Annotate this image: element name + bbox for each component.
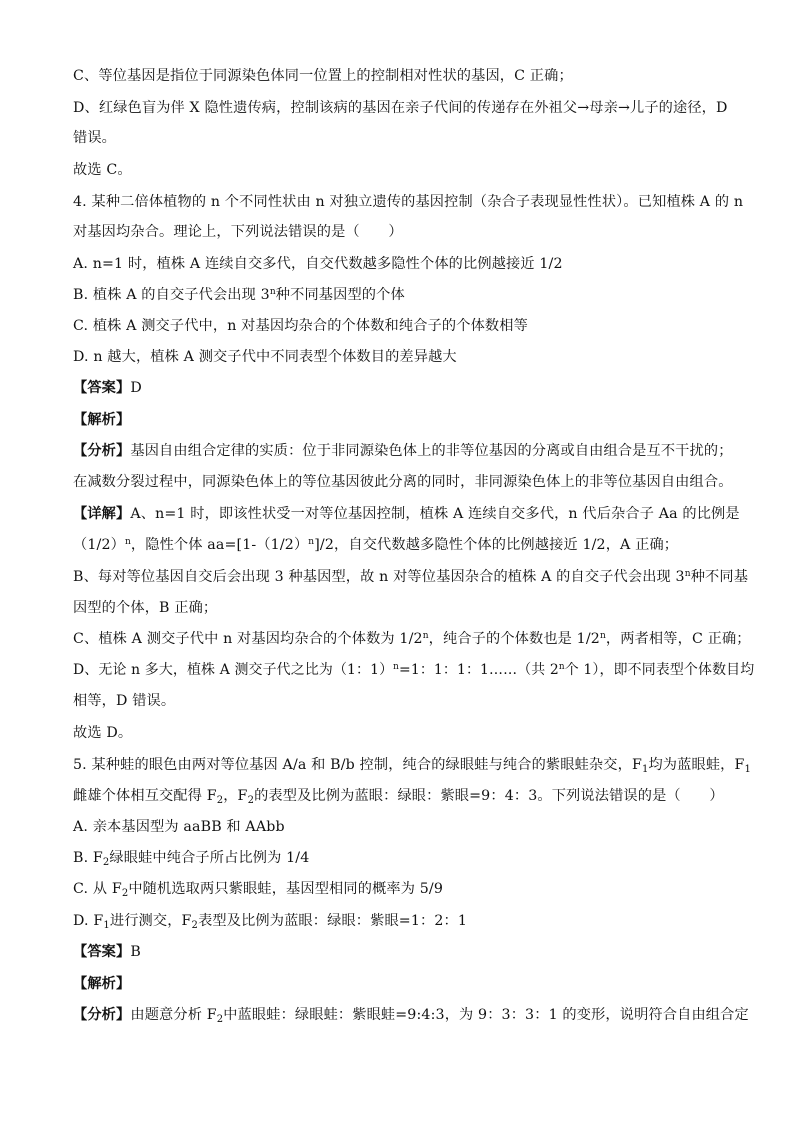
text: C. 从 F [73,881,122,897]
subscript: 2 [247,795,255,806]
text: D、红绿色盲为伴 X 隐性遗传病，控制该病的基因在亲子代间的传递存在外祖父→母亲→儿子的途径，D [73,100,728,116]
text: 在减数分裂过程中，同源染色体上的等位基因彼此分离的同时，非同源染色体上的非等位基因自由组合。 [73,474,733,490]
question-5-stem-cont [73,786,724,806]
text: （1/2） [73,537,125,553]
text: A. n=1 时，植株 A 连续自交多代，自交代数越多隐性个体的比例越接近 1/2 [73,256,563,272]
text-line [73,660,754,680]
answer-line [73,942,141,962]
text: 雌雄个体相互交配得 F [73,788,217,804]
subscript: 2 [121,888,129,899]
text: B、每对等位基因自交后会出现 3 种基因型，故 n 对等位基因杂合的植株 A 的自交子代会出现 3 [73,569,685,585]
text: 基因自由组合定律的实质：位于非同源染色体上的非等位基因的分离或自由组合是互不干扰的； [130,443,733,459]
option-a [73,254,563,274]
subscript: 2 [216,1014,224,1025]
subscript: 1 [641,764,649,775]
analysis-sub-tag: 【分析】 [73,1007,131,1023]
option-d [73,911,467,931]
text: ，两者相等，C 正确； [605,631,751,647]
question-5-stem [73,755,751,775]
subscript: 2 [191,920,199,931]
question-4-stem [73,192,743,212]
superscript: n [269,287,276,297]
text: B. F [73,850,103,866]
answer-value: B [130,944,141,960]
text: 均为蓝眼蛙，F [648,757,745,773]
subscript: 1 [744,764,752,775]
text-line [73,98,728,118]
superscript: n [558,662,565,672]
text: D、无论 n 多大，植株 A 测交子代之比为（1：1） [73,662,394,678]
text: =1：1：1：1……（共 2 [399,662,559,678]
option-b [73,848,309,868]
text-line [73,567,748,587]
text: 5. 某种蛙的眼色由两对等位基因 A/a 和 B/b 控制，纯合的绿眼蛙与纯合的紫眼蛙杂交，F [73,757,642,773]
superscript: n [393,662,400,672]
text: 中随机选取两只紫眼蛙，基因型相同的概率为 5/9 [128,881,444,897]
subscript: 2 [216,795,224,806]
question-4-stem-cont [73,222,403,242]
text-line [73,160,132,180]
superscript: n [124,537,131,547]
text: A、n=1 时，即该性状受一对等位基因控制，植株 A 连续自交多代，n 代后杂合子 Aa 的比例是 [130,506,740,522]
text: 个 1），即不同表型个体数目均 [564,662,755,678]
text-line [73,1005,749,1025]
text: C、等位基因是指位于同源染色体同一位置上的控制相对性状的基因，C 正确； [73,68,573,84]
superscript: n [684,569,691,579]
option-d [73,347,457,367]
text: 由题意分析 F [130,1007,217,1023]
text: 错误。 [73,130,117,146]
text-line [73,472,733,492]
text: 4. 某种二倍体植物的 n 个不同性状由 n 对独立遗传的基因控制（杂合子表现显性性状）。已知植株 A 的 n [73,194,744,210]
text: C. 植株 A 测交子代中，n 对基因均杂合的个体数和纯合子的个体数相等 [73,318,528,334]
answer-tag: 【答案】 [73,944,131,960]
text: 绿眼蛙中纯合子所占比例为 1/4 [109,850,310,866]
text: 中蓝眼蛙：绿眼蛙：紫眼蛙=9:4:3，为 9：3：3：1 的变形，说明符合自由组合定 [223,1007,749,1023]
analysis-tag: 【解析】 [73,976,131,992]
option-c [73,879,443,899]
text-line [73,441,733,461]
text: 对基因均杂合。理论上，下列说法错误的是（ ） [73,224,403,240]
text-line [73,504,740,524]
detail-tag: 【详解】 [73,506,131,522]
text: ，纯合子的个体数也是 1/2 [428,631,600,647]
text-line [73,598,217,618]
answer-value: D [130,380,142,396]
superscript: n [599,631,606,641]
text-line [73,66,573,86]
text: 的表型及比例为蓝眼：绿眼：紫眼=9：4：3。下列说法错误的是（ ） [254,788,724,804]
text: 进行测交，F [109,913,192,929]
analysis-heading [73,974,130,994]
option-a [73,817,285,837]
text: 种不同基因型的个体 [275,287,405,303]
text: ]/2，自交代数越多隐性个体的比例越接近 1/2，A 正确； [314,537,679,553]
text: 因型的个体，B 正确； [73,600,218,616]
option-c [73,316,528,336]
text: 相等，D 错误。 [73,693,176,709]
text-line [73,723,132,743]
text: C、植株 A 测交子代中 n 对基因均杂合的个体数为 1/2 [73,631,423,647]
text-line [73,629,751,649]
analysis-tag: 【解析】 [73,412,131,428]
superscript: n [308,537,315,547]
text: B. 植株 A 的自交子代会出现 3 [73,287,270,303]
text: D. F [73,913,104,929]
text: ，隐性个体 aa=[1-（1/2） [130,537,309,553]
text-line [73,691,175,711]
text: 种不同基 [690,569,749,585]
text-line [73,535,678,555]
text: ，F [223,788,248,804]
text: 故选 C。 [73,162,132,178]
analysis-sub-tag: 【分析】 [73,443,131,459]
text: D. n 越大，植株 A 测交子代中不同表型个体数目的差异越大 [73,349,457,365]
option-b [73,285,405,305]
text-line [73,128,116,148]
text: A. 亲本基因型为 aaBB 和 AAbb [73,819,285,835]
subscript: 1 [103,920,110,931]
text: 表型及比例为蓝眼：绿眼：紫眼=1：2：1 [198,913,468,929]
answer-line [73,378,142,398]
text: 故选 D。 [73,725,133,741]
superscript: n [422,631,429,641]
subscript: 2 [102,857,110,868]
analysis-heading [73,410,130,430]
answer-tag: 【答案】 [73,380,131,396]
